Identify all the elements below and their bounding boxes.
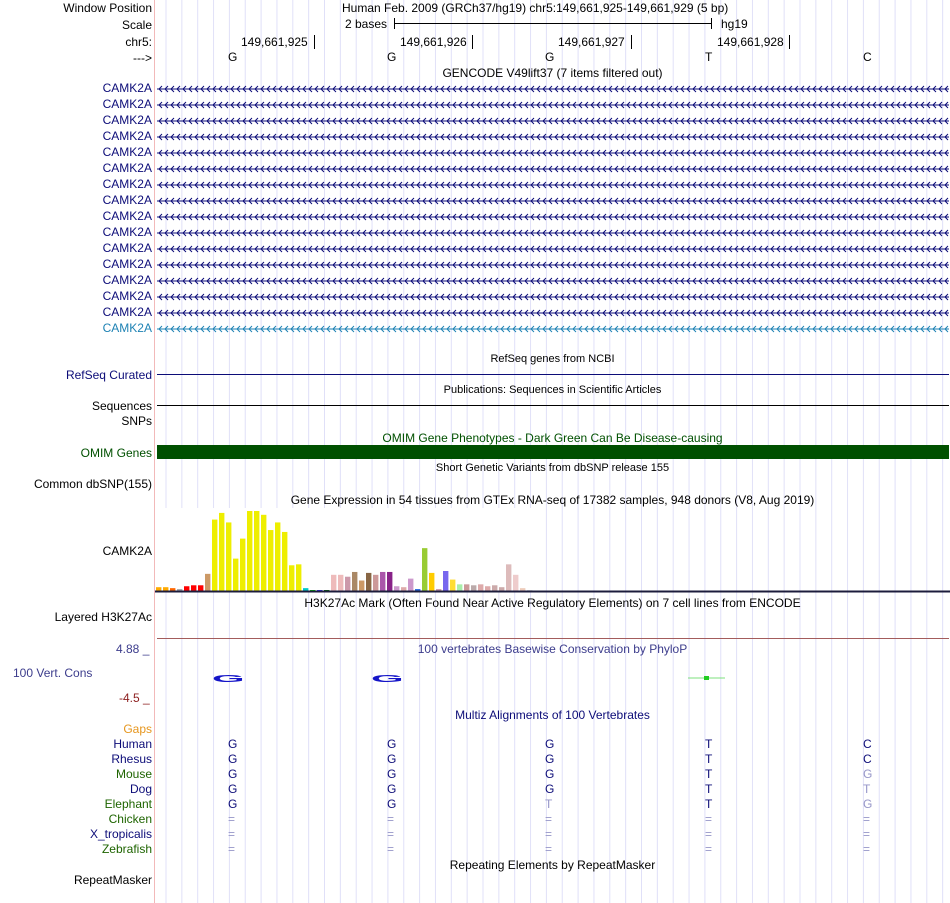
gtex-tissue-bar[interactable] [485,586,490,591]
gtex-expression-chart[interactable] [155,508,950,594]
gtex-tissue-bar[interactable] [359,581,364,591]
alignment-base: G [387,767,397,781]
gencode-gene-feature[interactable] [157,84,949,94]
phylop-conservation-plot[interactable] [155,668,950,688]
alignment-base: T [705,737,713,751]
omim-track-label[interactable]: OMIM Genes [80,446,152,460]
alignment-base: G [387,752,397,766]
label-divider [154,0,155,903]
refseq-line [157,374,949,375]
alignment-base: T [705,782,713,796]
window-position-label: Window Position [63,1,152,15]
alignment-base: G [228,737,238,751]
scale-bar-right-tick [711,18,712,29]
gtex-tissue-bar[interactable] [380,572,385,591]
gtex-track-label[interactable]: CAMK2A [102,544,152,558]
h3k27ac-track-label[interactable]: Layered H3K27Ac [54,610,152,624]
refseq-track-title[interactable]: RefSeq genes from NCBI [490,353,615,365]
gtex-tissue-bar[interactable] [163,587,168,591]
gtex-tissue-bar[interactable] [233,559,238,591]
gtex-tissue-bar[interactable] [408,579,413,591]
window-position-value: Human Feb. 2009 (GRCh37/hg19) chr5:149,661,925-149,661,929 (5 bp) [342,1,729,15]
gtex-tissue-bar[interactable] [422,548,427,591]
coordinate-label: 149,661,925 [241,35,308,49]
gtex-tissue-bar[interactable] [373,575,378,591]
gtex-tissue-bar[interactable] [247,511,252,591]
alignment-base: = [228,812,236,826]
phylop-min-label: -4.5 _ [119,691,150,705]
omim-feature-bar[interactable] [157,445,949,459]
scale-bar [394,23,711,24]
gtex-tissue-bar[interactable] [296,564,301,591]
multiz-track-title[interactable]: Multiz Alignments of 100 Vertebrates [455,708,650,722]
gencode-gene-feature[interactable] [157,148,949,158]
phylop-stretched-letter: G [371,673,404,685]
alignment-base: = [228,842,236,856]
gencode-gene-label[interactable]: CAMK2A [102,177,152,191]
gencode-gene-label[interactable]: CAMK2A [102,145,152,159]
gencode-gene-feature[interactable] [157,100,949,110]
scale-value: 2 bases [345,17,388,31]
gtex-tissue-bar[interactable] [282,532,287,591]
gtex-tissue-bar[interactable] [492,585,497,591]
snps-track-label[interactable]: SNPs [121,414,152,428]
gencode-track-title[interactable]: GENCODE V49lift37 (7 items filtered out) [442,66,663,80]
phylop-track-label[interactable]: 100 Vert. Cons [13,666,93,680]
gencode-gene-label[interactable]: CAMK2A [102,193,152,207]
gtex-tissue-bar[interactable] [226,522,231,591]
species-label[interactable]: Human [113,737,152,751]
gencode-gene-feature[interactable] [157,196,949,206]
gencode-gene-label[interactable]: CAMK2A [102,257,152,271]
gencode-gene-feature[interactable] [157,116,949,126]
alignment-base: G [863,767,873,781]
gtex-tissue-bar[interactable] [513,575,518,591]
species-label[interactable]: Chicken [108,812,152,826]
base-letter: G [545,50,555,64]
alignment-base: = [705,812,713,826]
coordinate-tick [314,35,315,49]
phylop-max-label: 4.88 _ [116,642,150,656]
species-label[interactable]: Zebrafish [101,842,152,856]
chrom-label: chr5: [125,35,152,49]
gtex-tissue-bar[interactable] [478,584,483,591]
gtex-tissue-bar[interactable] [205,574,210,591]
publications-track-label[interactable]: Sequences [91,399,152,413]
gtex-tissue-bar[interactable] [254,511,259,591]
species-label[interactable]: Mouse [115,767,152,781]
coordinate-tick [789,35,790,49]
coordinate-tick [631,35,632,49]
coordinate-label: 149,661,927 [558,35,625,49]
alignment-base: = [387,812,395,826]
gencode-gene-label[interactable]: CAMK2A [102,113,152,127]
alignment-base: G [545,767,555,781]
alignment-base: = [705,827,713,841]
gtex-tissue-bar[interactable] [457,584,462,591]
assembly-label: hg19 [721,17,748,31]
base-letter: G [387,50,397,64]
omim-track-title[interactable]: OMIM Gene Phenotypes - Dark Green Can Be Disease-causing [382,431,723,445]
alignment-base: G [387,782,397,796]
refseq-track-label[interactable]: RefSeq Curated [65,368,152,382]
gtex-tissue-bar[interactable] [464,584,469,591]
gtex-tissue-bar[interactable] [212,520,217,591]
alignment-base: T [545,797,553,811]
alignment-base: = [387,842,395,856]
dbsnp-track-title[interactable]: Short Genetic Variants from dbSNP release 155 [435,462,670,474]
gtex-tissue-bar[interactable] [345,577,350,591]
gtex-tissue-bar[interactable] [387,572,392,591]
gaps-label: Gaps [123,722,152,736]
alignment-base: G [545,737,555,751]
gencode-gene-feature[interactable] [157,180,949,190]
alignment-base: = [545,812,553,826]
gtex-tissue-bar[interactable] [331,575,336,591]
alignment-base: G [545,782,555,796]
base-letter: C [863,50,872,64]
alignment-base: = [545,827,553,841]
gtex-tissue-bar[interactable] [352,572,357,591]
gencode-gene-label[interactable]: CAMK2A [102,81,152,95]
alignment-base: = [863,827,871,841]
gencode-gene-label[interactable]: CAMK2A [102,225,152,239]
alignment-base: C [863,752,872,766]
gencode-gene-label[interactable]: CAMK2A [102,321,152,335]
alignment-base: C [863,737,872,751]
h3k27ac-baseline [157,638,949,639]
gencode-gene-feature[interactable] [157,132,949,142]
gtex-tissue-bar[interactable] [338,575,343,591]
repeatmasker-track-title[interactable]: Repeating Elements by RepeatMasker [449,858,656,872]
dbsnp-track-label[interactable]: Common dbSNP(155) [33,477,152,491]
strand-label: ---> [133,51,152,65]
gencode-gene-feature[interactable] [157,292,949,302]
gtex-tissue-bar[interactable] [429,573,434,591]
gtex-tissue-bar[interactable] [198,585,203,591]
gencode-gene-label[interactable]: CAMK2A [102,241,152,255]
coordinate-label: 149,661,926 [400,35,467,49]
gencode-gene-feature[interactable] [157,308,949,318]
gtex-tissue-bar[interactable] [240,539,245,591]
alignment-base: G [387,797,397,811]
species-label[interactable]: Rhesus [111,752,152,766]
alignment-base: G [863,797,873,811]
alignment-base: G [387,737,397,751]
gtex-tissue-bar[interactable] [471,585,476,591]
gtex-tissue-bar[interactable] [275,522,280,591]
gencode-gene-feature[interactable] [157,244,949,254]
alignment-base: T [863,782,871,796]
gtex-tissue-bar[interactable] [394,586,399,591]
gtex-tissue-bar[interactable] [219,513,224,591]
alignment-base: T [705,752,713,766]
gencode-gene-feature[interactable] [157,324,949,334]
alignment-base: T [705,797,713,811]
gencode-gene-label[interactable]: CAMK2A [102,129,152,143]
gencode-gene-label[interactable]: CAMK2A [102,97,152,111]
gencode-gene-feature[interactable] [157,228,949,238]
gencode-gene-feature[interactable] [157,276,949,286]
gencode-gene-feature[interactable] [157,260,949,270]
species-label[interactable]: X_tropicalis [89,827,152,841]
gencode-gene-feature[interactable] [157,212,949,222]
gencode-gene-label[interactable]: CAMK2A [102,305,152,319]
alignment-base: = [863,842,871,856]
gtex-tissue-bar[interactable] [261,515,266,591]
gtex-track-title[interactable]: Gene Expression in 54 tissues from GTEx RNA-seq of 17382 samples, 948 donors (V8, Aug 2019) [290,493,815,507]
base-letter: G [228,50,238,64]
alignment-base: = [863,812,871,826]
scale-bar-left-tick [394,18,395,29]
gtex-tissue-bar[interactable] [289,565,294,591]
phylop-score-mark [704,676,709,680]
alignment-base: = [545,842,553,856]
h3k27ac-track-title[interactable]: H3K27Ac Mark (Often Found Near Active Regulatory Elements) on 7 cell lines from ENCODE [304,596,801,610]
gtex-tissue-bar[interactable] [366,573,371,591]
coordinate-label: 149,661,928 [717,35,784,49]
gencode-gene-feature[interactable] [157,164,949,174]
phylop-stretched-letter: G [212,673,245,685]
phylop-track-title[interactable]: 100 vertebrates Basewise Conservation by PhyloP [417,642,688,656]
alignment-base: G [228,782,238,796]
alignment-base: = [705,842,713,856]
gtex-tissue-bar[interactable] [184,586,189,591]
gtex-tissue-bar[interactable] [191,585,196,591]
repeatmasker-track-label[interactable]: RepeatMasker [73,873,152,887]
base-letter: T [705,50,713,64]
species-label[interactable]: Elephant [104,797,152,811]
alignment-base: G [545,752,555,766]
gtex-tissue-bar[interactable] [156,587,161,591]
alignment-base: = [387,827,395,841]
gencode-gene-label[interactable]: CAMK2A [102,161,152,175]
gtex-tissue-bar[interactable] [450,580,455,591]
alignment-base: G [228,797,238,811]
gencode-gene-label[interactable]: CAMK2A [102,289,152,303]
alignment-base: G [228,752,238,766]
gtex-tissue-bar[interactable] [268,530,273,591]
gtex-tissue-bar[interactable] [443,571,448,591]
gtex-tissue-bar[interactable] [506,564,511,591]
publications-track-title[interactable]: Publications: Sequences in Scientific Articles [443,384,662,396]
coordinate-tick [472,35,473,49]
gencode-gene-label[interactable]: CAMK2A [102,273,152,287]
alignment-base: = [228,827,236,841]
gtex-tissue-bar[interactable] [401,587,406,591]
species-label[interactable]: Dog [129,782,152,796]
alignment-base: G [228,767,238,781]
alignment-base: T [705,767,713,781]
scale-label: Scale [121,18,152,32]
gencode-gene-label[interactable]: CAMK2A [102,209,152,223]
gtex-tissue-bar[interactable] [499,587,504,591]
publications-line [157,405,949,406]
